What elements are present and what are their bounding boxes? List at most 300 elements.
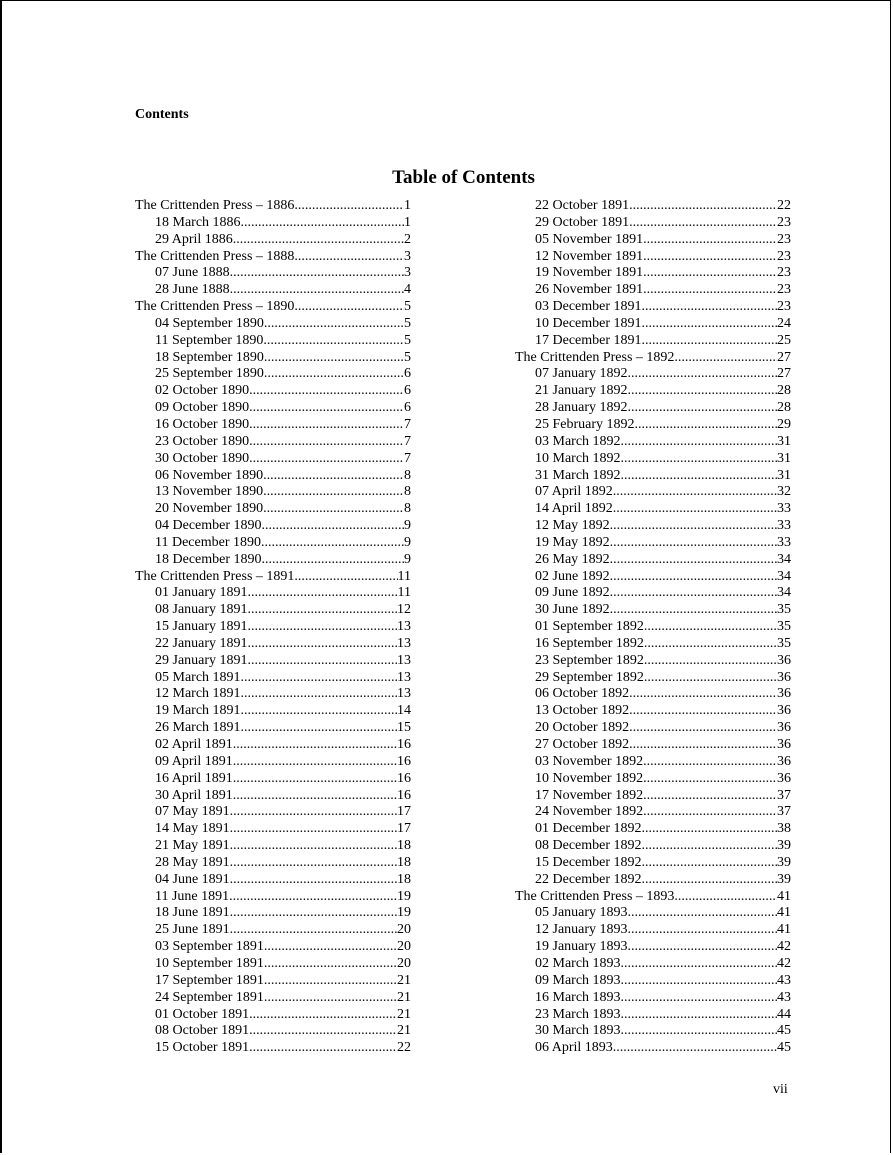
toc-entry-label: 11 September 1890 [155, 332, 264, 348]
toc-leader-dots [249, 1023, 397, 1040]
toc-entry-label: 04 September 1890 [155, 315, 264, 331]
toc-entry[interactable] [515, 1040, 791, 1057]
toc-entry-label: 05 January 1893 [535, 905, 628, 921]
toc-entry-label: 28 May 1891 [155, 854, 230, 870]
toc-leader-dots [249, 434, 404, 451]
toc-page-number: 23 [777, 299, 791, 315]
toc-entry-label: 03 December 1891 [535, 299, 642, 315]
toc-leader-dots [628, 383, 777, 400]
toc-page-number: 17 [397, 804, 411, 820]
toc-entry-label: 02 April 1891 [155, 737, 233, 752]
toc-leader-dots [643, 282, 777, 299]
toc-entry-label: 02 October 1890 [155, 383, 250, 399]
toc-entry[interactable] [135, 468, 411, 485]
toc-page-number: 33 [777, 534, 791, 550]
toc-leader-dots [613, 1040, 777, 1057]
toc-page-number: 35 [777, 619, 791, 635]
toc-leader-dots [264, 939, 397, 956]
toc-entry-label: 17 September 1891 [155, 972, 264, 988]
toc-entry[interactable] [135, 922, 411, 939]
toc-entry-label: 11 December 1890 [155, 534, 261, 550]
toc-page-number: 21 [397, 972, 411, 988]
toc-leader-dots [249, 383, 404, 400]
toc-page-number: 7 [404, 433, 411, 449]
toc-entry[interactable] [135, 501, 411, 518]
toc-entry-label: 06 April 1893 [535, 1040, 613, 1056]
toc-leader-dots [643, 804, 777, 821]
toc-page-number: 9 [404, 518, 411, 534]
toc-leader-dots [629, 686, 777, 703]
toc-entry[interactable] [515, 686, 791, 703]
toc-page-number: 39 [777, 838, 791, 854]
toc-leader-dots [294, 299, 404, 316]
toc-entry[interactable] [135, 383, 411, 400]
toc-page-number: 17 [397, 821, 411, 837]
toc-entry[interactable] [515, 872, 791, 889]
toc-page-number: 11 [397, 585, 411, 601]
toc-entry-label: 12 January 1893 [535, 922, 628, 938]
toc-entry[interactable] [515, 855, 791, 872]
toc-entry-label: 17 December 1891 [535, 332, 642, 348]
toc-entry-label: 22 December 1892 [535, 871, 642, 887]
toc-entry-label: 16 September 1892 [535, 635, 644, 651]
toc-entry[interactable] [515, 585, 791, 602]
toc-entry-label: 14 May 1891 [155, 821, 230, 837]
toc-entry[interactable] [515, 316, 791, 333]
toc-leader-dots [613, 484, 777, 501]
toc-entry[interactable] [515, 535, 791, 552]
toc-entry-label: 08 January 1891 [155, 602, 248, 618]
toc-leader-dots [264, 990, 397, 1007]
toc-page-number: 34 [777, 585, 791, 601]
toc-page-number: 8 [404, 467, 411, 483]
toc-entry-label: 10 November 1892 [535, 770, 644, 786]
toc-entry[interactable] [515, 400, 791, 417]
toc-page-number: 36 [777, 669, 791, 685]
toc-leader-dots [643, 265, 777, 282]
toc-page-number: 36 [777, 770, 791, 786]
toc-entry[interactable] [135, 417, 411, 434]
toc-entry-label: 30 June 1892 [535, 602, 610, 618]
toc-entry-label: 13 October 1892 [535, 703, 630, 719]
toc-page-number: 7 [404, 450, 411, 466]
toc-entry[interactable] [515, 417, 791, 434]
toc-entry[interactable] [135, 720, 411, 737]
toc-entry[interactable] [515, 451, 791, 468]
toc-page-number: 31 [777, 467, 791, 483]
toc-leader-dots [621, 468, 777, 485]
toc-entry[interactable] [515, 1007, 791, 1024]
toc-page-number: 6 [404, 400, 411, 416]
toc-page-number: 1 [404, 214, 411, 230]
toc-entry-label: 09 April 1891 [155, 753, 233, 769]
toc-page-number: 2 [404, 231, 411, 247]
toc-leader-dots [241, 670, 397, 687]
toc-page-number: 27 [777, 349, 791, 365]
toc-section-heading[interactable] [515, 889, 791, 906]
toc-entry-label: 01 January 1891 [155, 585, 248, 601]
toc-entry[interactable] [135, 400, 411, 417]
toc-page-number: 45 [777, 1040, 791, 1056]
toc-section-heading[interactable] [515, 350, 791, 367]
toc-entry[interactable] [135, 366, 411, 383]
toc-leader-dots [294, 249, 404, 266]
toc-entry-label: 18 September 1890 [155, 349, 264, 365]
toc-entry-label: The Crittenden Press – 1892 [515, 349, 675, 365]
toc-entry[interactable] [515, 804, 791, 821]
toc-leader-dots [230, 905, 397, 922]
toc-entry-label: 13 November 1890 [155, 484, 264, 500]
toc-leader-dots [263, 468, 404, 485]
toc-page-number: 7 [404, 416, 411, 432]
toc-entry-label: 29 October 1891 [535, 214, 630, 230]
toc-leader-dots [629, 720, 777, 737]
toc-leader-dots [263, 484, 404, 501]
toc-page-number: 36 [777, 737, 791, 752]
toc-entry[interactable] [135, 1040, 411, 1057]
toc-entry-label: 18 June 1891 [155, 905, 230, 921]
toc-page-number: 36 [777, 652, 791, 668]
toc-entry[interactable] [515, 249, 791, 266]
toc-entry-label: 05 November 1891 [535, 231, 644, 247]
toc-entry[interactable] [135, 872, 411, 889]
toc-entry-label: 10 December 1891 [535, 315, 642, 331]
toc-leader-dots [264, 956, 397, 973]
toc-page-number: 4 [404, 282, 411, 298]
toc-entry[interactable] [515, 922, 791, 939]
toc-entry[interactable] [135, 602, 411, 619]
toc-entry[interactable] [515, 215, 791, 232]
toc-page-number: 36 [777, 686, 791, 702]
toc-entry[interactable] [515, 737, 791, 754]
toc-page-number: 13 [397, 635, 411, 651]
toc-page-number: 9 [404, 534, 411, 550]
toc-page-number: 14 [397, 703, 411, 719]
toc-entry[interactable] [135, 821, 411, 838]
toc-entry-label: 23 September 1892 [535, 652, 644, 668]
toc-section-heading[interactable] [135, 299, 411, 316]
toc-leader-dots [629, 703, 777, 720]
toc-page-number: 3 [404, 248, 411, 264]
toc-leader-dots [230, 804, 397, 821]
toc-leader-dots [643, 788, 777, 805]
toc-leader-dots [610, 602, 777, 619]
toc-entry[interactable] [515, 939, 791, 956]
toc-entry[interactable] [135, 990, 411, 1007]
toc-page-number: 23 [777, 248, 791, 264]
toc-page-number: 41 [777, 922, 791, 938]
toc-leader-dots [233, 771, 397, 788]
toc-entry-label: 29 January 1891 [155, 652, 248, 668]
toc-leader-dots [610, 552, 777, 569]
toc-entry-label: 02 June 1892 [535, 568, 610, 584]
toc-entry[interactable] [135, 973, 411, 990]
toc-section-heading[interactable] [135, 198, 411, 215]
toc-entry-label: 30 October 1890 [155, 450, 250, 466]
toc-entry-label: 12 May 1892 [535, 518, 610, 534]
toc-entry[interactable] [515, 518, 791, 535]
toc-entry-label: 01 December 1892 [535, 821, 642, 837]
toc-entry-label: 22 October 1891 [535, 198, 630, 213]
toc-page-number: 5 [404, 349, 411, 365]
toc-entry[interactable] [135, 686, 411, 703]
toc-entry[interactable] [515, 619, 791, 636]
toc-page-number: 31 [777, 450, 791, 466]
toc-entry-label: 09 October 1890 [155, 400, 250, 416]
toc-entry[interactable] [135, 804, 411, 821]
toc-entry[interactable] [515, 956, 791, 973]
toc-entry-label: 29 September 1892 [535, 669, 644, 685]
toc-page-number: 22 [777, 198, 791, 213]
toc-entry-label: 10 September 1891 [155, 955, 264, 971]
toc-leader-dots [263, 501, 404, 518]
toc-page-number: 41 [777, 905, 791, 921]
toc-leader-dots [629, 198, 777, 215]
toc-page-number: 23 [777, 282, 791, 298]
toc-leader-dots [248, 636, 397, 653]
toc-page-number: 19 [397, 905, 411, 921]
toc-leader-dots [642, 872, 777, 889]
toc-entry[interactable] [515, 1023, 791, 1040]
toc-page-number: 42 [777, 939, 791, 955]
toc-entry[interactable] [135, 1023, 411, 1040]
toc-entry-label: The Crittenden Press – 1893 [515, 888, 675, 904]
toc-leader-dots [621, 1007, 777, 1024]
toc-entry[interactable] [515, 754, 791, 771]
toc-entry-label: 07 June 1888 [155, 265, 230, 281]
toc-entry-label: 07 May 1891 [155, 804, 230, 820]
toc-page-number: 11 [397, 568, 411, 584]
toc-leader-dots [644, 619, 777, 636]
toc-entry[interactable] [515, 703, 791, 720]
toc-entry-label: 03 March 1892 [535, 433, 621, 449]
toc-leader-dots [229, 889, 397, 906]
toc-entry[interactable] [135, 838, 411, 855]
toc-page-number: 12 [397, 602, 411, 618]
toc-leader-dots [248, 653, 397, 670]
toc-entry[interactable] [515, 501, 791, 518]
toc-leader-dots [249, 1007, 397, 1024]
toc-leader-dots [642, 838, 777, 855]
toc-entry-label: The Crittenden Press – 1888 [135, 248, 295, 264]
toc-leader-dots [230, 838, 397, 855]
toc-entry[interactable] [135, 636, 411, 653]
toc-leader-dots [628, 400, 777, 417]
toc-entry-label: 08 October 1891 [155, 1023, 250, 1039]
toc-leader-dots [628, 905, 777, 922]
toc-entry[interactable] [135, 316, 411, 333]
toc-leader-dots [233, 788, 397, 805]
toc-entry[interactable] [135, 956, 411, 973]
toc-entry[interactable] [135, 434, 411, 451]
toc-entry[interactable] [135, 350, 411, 367]
toc-page-number: 13 [397, 619, 411, 635]
toc-page-number: 5 [404, 315, 411, 331]
toc-leader-dots [628, 922, 777, 939]
toc-page-number: 36 [777, 703, 791, 719]
toc-entry-label: 15 October 1891 [155, 1040, 250, 1056]
toc-entry-label: 28 January 1892 [535, 400, 628, 416]
toc-leader-dots [642, 299, 777, 316]
toc-entry[interactable] [515, 198, 791, 215]
toc-page-number: 21 [397, 1006, 411, 1022]
toc-entry[interactable] [135, 585, 411, 602]
toc-entry[interactable] [515, 821, 791, 838]
toc-page-number: 18 [397, 871, 411, 887]
toc-entry-label: 18 December 1890 [155, 551, 262, 567]
toc-entry[interactable] [135, 670, 411, 687]
toc-page-number: 41 [777, 888, 791, 904]
toc-entry-label: 23 March 1893 [535, 1006, 621, 1022]
toc-page-number: 28 [777, 400, 791, 416]
toc-page-number: 35 [777, 635, 791, 651]
toc-page-number: 39 [777, 854, 791, 870]
toc-page-number: 8 [404, 484, 411, 500]
toc-entry[interactable] [135, 451, 411, 468]
toc-entry[interactable] [515, 602, 791, 619]
toc-section-heading[interactable] [135, 249, 411, 266]
toc-entry[interactable] [515, 434, 791, 451]
toc-entry[interactable] [135, 905, 411, 922]
toc-leader-dots [230, 872, 397, 889]
toc-entry[interactable] [135, 703, 411, 720]
toc-leader-dots [230, 265, 404, 282]
toc-leader-dots [262, 518, 404, 535]
toc-leader-dots [644, 670, 777, 687]
toc-entry[interactable] [515, 990, 791, 1007]
toc-entry[interactable] [515, 468, 791, 485]
toc-entry-label: 24 September 1891 [155, 989, 264, 1005]
toc-entry[interactable] [135, 754, 411, 771]
toc-entry[interactable] [135, 855, 411, 872]
toc-leader-dots [233, 737, 397, 754]
toc-entry[interactable] [515, 973, 791, 990]
toc-entry-label: 08 December 1892 [535, 838, 642, 854]
toc-page-number: 45 [777, 1023, 791, 1039]
toc-page-number: 21 [397, 989, 411, 1005]
toc-leader-dots [610, 518, 777, 535]
toc-leader-dots [233, 232, 404, 249]
toc-entry-label: 09 June 1892 [535, 585, 610, 601]
toc-entry[interactable] [135, 535, 411, 552]
page-title: Table of Contents [392, 167, 535, 188]
toc-entry[interactable] [135, 282, 411, 299]
toc-entry[interactable] [135, 889, 411, 906]
toc-entry-label: 09 March 1893 [535, 972, 621, 988]
toc-page-number: 1 [404, 198, 411, 213]
toc-entry-label: 05 March 1891 [155, 669, 241, 685]
toc-entry[interactable] [135, 619, 411, 636]
toc-entry-label: 16 October 1890 [155, 416, 250, 432]
toc-entry[interactable] [515, 771, 791, 788]
toc-entry-label: 19 November 1891 [535, 265, 644, 281]
toc-entry[interactable] [515, 670, 791, 687]
toc-entry-label: 26 November 1891 [535, 282, 644, 298]
toc-page-number: 15 [397, 720, 411, 736]
toc-leader-dots [610, 585, 777, 602]
toc-entry-label: 17 November 1892 [535, 787, 644, 803]
toc-entry-label: 25 September 1890 [155, 366, 264, 382]
toc-entry[interactable] [135, 215, 411, 232]
toc-entry-label: 01 September 1892 [535, 619, 644, 635]
toc-entry-label: 07 January 1892 [535, 366, 628, 382]
toc-entry[interactable] [515, 232, 791, 249]
toc-entry[interactable] [135, 484, 411, 501]
toc-leader-dots [621, 956, 777, 973]
toc-page-number: 43 [777, 972, 791, 988]
toc-page-number: 37 [777, 787, 791, 803]
toc-entry[interactable] [135, 788, 411, 805]
toc-entry[interactable] [515, 838, 791, 855]
toc-entry-label: 01 October 1891 [155, 1006, 250, 1022]
toc-leader-dots [294, 198, 404, 215]
toc-page-number: 18 [397, 838, 411, 854]
toc-entry-label: 12 March 1891 [155, 686, 241, 702]
toc-leader-dots [264, 316, 404, 333]
toc-entry[interactable] [135, 518, 411, 535]
toc-entry[interactable] [135, 1007, 411, 1024]
toc-page-number: 34 [777, 551, 791, 567]
toc-entry[interactable] [515, 720, 791, 737]
toc-entry-label: 19 March 1891 [155, 703, 241, 719]
toc-entry[interactable] [515, 636, 791, 653]
toc-page-number: 44 [777, 1006, 791, 1022]
toc-leader-dots [643, 232, 777, 249]
toc-leader-dots [621, 990, 777, 1007]
toc-entry-label: 21 May 1891 [155, 838, 230, 854]
toc-entry[interactable] [515, 383, 791, 400]
toc-entry[interactable] [135, 771, 411, 788]
toc-entry[interactable] [515, 299, 791, 316]
toc-entry[interactable] [515, 265, 791, 282]
toc-entry[interactable] [515, 552, 791, 569]
toc-entry[interactable] [135, 265, 411, 282]
toc-entry[interactable] [135, 737, 411, 754]
toc-entry-label: 15 December 1892 [535, 854, 642, 870]
toc-leader-dots [629, 215, 777, 232]
toc-section-heading[interactable] [135, 569, 411, 586]
toc-entry-label: 24 November 1892 [535, 804, 644, 820]
toc-page-number: 21 [397, 1023, 411, 1039]
toc-entry-label: 23 October 1890 [155, 433, 250, 449]
toc-entry[interactable] [515, 905, 791, 922]
toc-column-right [515, 198, 791, 1057]
toc-entry[interactable] [135, 939, 411, 956]
toc-entry[interactable] [515, 569, 791, 586]
toc-entry-label: 04 December 1890 [155, 518, 262, 534]
toc-leader-dots [233, 754, 397, 771]
toc-page-number: 6 [404, 383, 411, 399]
toc-entry[interactable] [135, 333, 411, 350]
toc-entry[interactable] [515, 653, 791, 670]
toc-leader-dots [613, 501, 777, 518]
toc-entry-label: 31 March 1892 [535, 467, 621, 483]
toc-leader-dots [249, 400, 404, 417]
toc-entry[interactable] [515, 366, 791, 383]
toc-leader-dots [621, 451, 777, 468]
toc-entry-label: 18 March 1886 [155, 214, 241, 230]
toc-page-number: 3 [404, 265, 411, 281]
toc-entry[interactable] [135, 653, 411, 670]
toc-entry[interactable] [135, 232, 411, 249]
toc-entry[interactable] [515, 333, 791, 350]
toc-entry[interactable] [515, 484, 791, 501]
toc-leader-dots [644, 636, 777, 653]
toc-entry[interactable] [515, 282, 791, 299]
toc-entry[interactable] [135, 552, 411, 569]
toc-entry[interactable] [515, 788, 791, 805]
toc-leader-dots [249, 417, 404, 434]
